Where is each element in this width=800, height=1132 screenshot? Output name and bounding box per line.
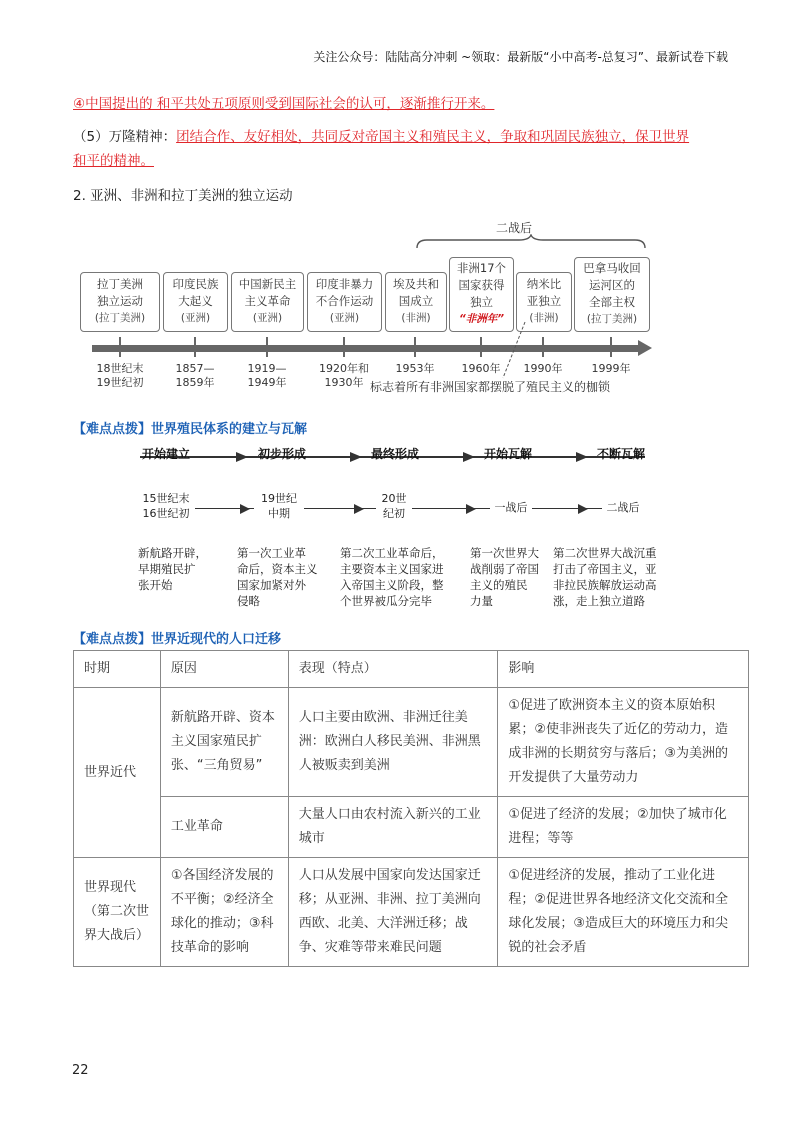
stage-time: 20世 纪初	[376, 491, 412, 521]
stage-label: 开始瓦解	[484, 447, 533, 461]
stage-label: 最终形成	[371, 447, 420, 461]
stage-label: 开始建立	[142, 447, 191, 461]
stage-time: 15世纪末 16世纪初	[138, 491, 194, 521]
event-box-latin-america: 拉丁美洲 独立运动 (拉丁美洲)	[80, 272, 160, 332]
stage-description: 第一次工业革 命后，资本主义 国家加紧对外 侵略	[237, 546, 318, 608]
feature-cell: 大量人口由农村流入新兴的工业城市	[288, 797, 498, 858]
tick	[414, 337, 416, 357]
stage-label: 不断瓦解	[597, 447, 646, 461]
tick	[266, 337, 268, 357]
year-label: 18世纪末 19世纪初	[96, 362, 144, 389]
table-header-row	[74, 651, 749, 688]
tick	[480, 337, 482, 357]
event-box-china-revolution: 中国新民主 主义革命 (亚洲)	[231, 272, 304, 332]
tick	[194, 337, 196, 357]
table-row	[74, 688, 749, 797]
year-label: 1920年和 1930年	[319, 362, 369, 389]
event-box-panama: 巴拿马收回 运河区的 全部主权 (拉丁美洲)	[574, 257, 650, 332]
tick	[119, 337, 121, 357]
year-label: 1857— 1859年	[175, 362, 215, 389]
event-box-egypt: 埃及共和 国成立 (非洲)	[385, 272, 447, 332]
stage-description: 新航路开辟， 早期殖民扩 张开始	[138, 546, 207, 592]
impact-cell: ①促进了经济的发展；②加快了城市化进程；等等	[498, 797, 749, 858]
migration-table	[73, 650, 749, 967]
stage-label: 初步形成	[258, 447, 307, 461]
stage-description: 第一次世界大 战削弱了帝国 主义的殖民 力量	[470, 546, 539, 608]
cause-cell: 工业革命	[160, 797, 288, 858]
item-5-text-a: 团结合作、友好相处，共同反对帝国主义和殖民主义，争取和巩固民族独立，保卫世界	[176, 129, 690, 145]
year-label: 1953年	[395, 362, 435, 375]
stage-time: 一战后	[490, 500, 532, 515]
item-5-text-b: 和平的精神。	[73, 153, 154, 169]
colonial-section-title: 【难点点拨】世界殖民体系的建立与瓦解	[73, 422, 308, 437]
stage-description: 第二次世界大战沉重 打击了帝国主义，亚 非拉民族解放运动高 涨，走上独立道路	[553, 546, 657, 608]
cause-cell: ①各国经济发展的不平衡；②经济全球化的推动；③科技革命的影响	[160, 858, 288, 967]
event-box-namibia: 纳米比 亚独立 (非洲)	[516, 272, 572, 332]
tick	[542, 337, 544, 357]
event-box-india-uprising: 印度民族 大起义 (亚洲)	[163, 272, 228, 332]
timeline-axis	[92, 345, 640, 352]
header-cell: 表现（特点）	[288, 651, 498, 688]
period-cell: 世界近代	[74, 688, 161, 858]
impact-cell: ①促进了欧洲资本主义的资本原始积累；②使非洲丧失了近亿的劳动力，造成非洲的长期贫穷与落后；③为美洲的开发提供了大量劳动力	[498, 688, 749, 797]
item-5-paragraph	[73, 125, 753, 173]
postwar-brace	[415, 234, 647, 250]
migration-section-title: 【难点点拨】世界近现代的人口迁移	[73, 632, 282, 647]
year-label: 1960年	[461, 362, 501, 375]
table-row	[74, 858, 749, 967]
year-label: 1990年	[523, 362, 563, 375]
header-cell: 原因	[160, 651, 288, 688]
header-cell: 影响	[498, 651, 749, 688]
postwar-label: 二战后	[496, 221, 533, 235]
event-box-year-of-africa: 非洲17个 国家获得 独立 “非洲年”	[449, 257, 514, 332]
stage-arrows	[190, 450, 650, 464]
year-label: 1919— 1949年	[247, 362, 287, 389]
table-row	[74, 797, 749, 858]
feature-cell: 人口主要由欧洲、非洲迁往美洲：欧洲白人移民美洲、非洲黑人被贩卖到美洲	[288, 688, 498, 797]
stage-time: 二战后	[602, 500, 644, 515]
cause-cell: 新航路开辟、资本主义国家殖民扩张、“三角贸易”	[160, 688, 288, 797]
item-4-text: ④中国提出的 和平共处五项原则受到国际社会的认可，逐渐推行开来。	[73, 96, 495, 112]
year-label: 1999年	[591, 362, 631, 375]
impact-cell: ①促进经济的发展，推动了工业化进程；②促进世界各地经济文化交流和全球化发展；③造成巨大的环境压力和尖锐的社会矛盾	[498, 858, 749, 967]
page-header: 关注公众号：陆陆高分冲刺 ~领取：最新版“小中高考-总复习”、最新试卷下载	[313, 50, 728, 64]
note-pointer	[495, 320, 535, 382]
tick	[610, 337, 612, 357]
stage-description: 第二次工业革命后， 主要资本主义国家进 入帝国主义阶段，整 个世界被瓜分完毕	[340, 546, 444, 608]
header-cell: 时期	[74, 651, 161, 688]
item-5-label: （5）万隆精神：	[73, 129, 177, 145]
page-number: 22	[72, 1063, 89, 1078]
period-cell: 世界现代（第二次世界大战后）	[74, 858, 161, 967]
event-box-india-noncooperation: 印度非暴力 不合作运动 (亚洲)	[307, 272, 382, 332]
tick	[343, 337, 345, 357]
timeline-note: 标志着所有非洲国家都摆脱了殖民主义的枷锁	[370, 380, 611, 394]
timeline-arrowhead	[638, 340, 652, 356]
feature-cell: 人口从发展中国家向发达国家迁移；从亚洲、非洲、拉丁美洲向西欧、北美、大洋洲迁移；战争、灾难等带来难民问题	[288, 858, 498, 967]
section-2-title: 2. 亚洲、非洲和拉丁美洲的独立运动	[73, 188, 293, 204]
stage-time: 19世纪 中期	[254, 491, 304, 521]
